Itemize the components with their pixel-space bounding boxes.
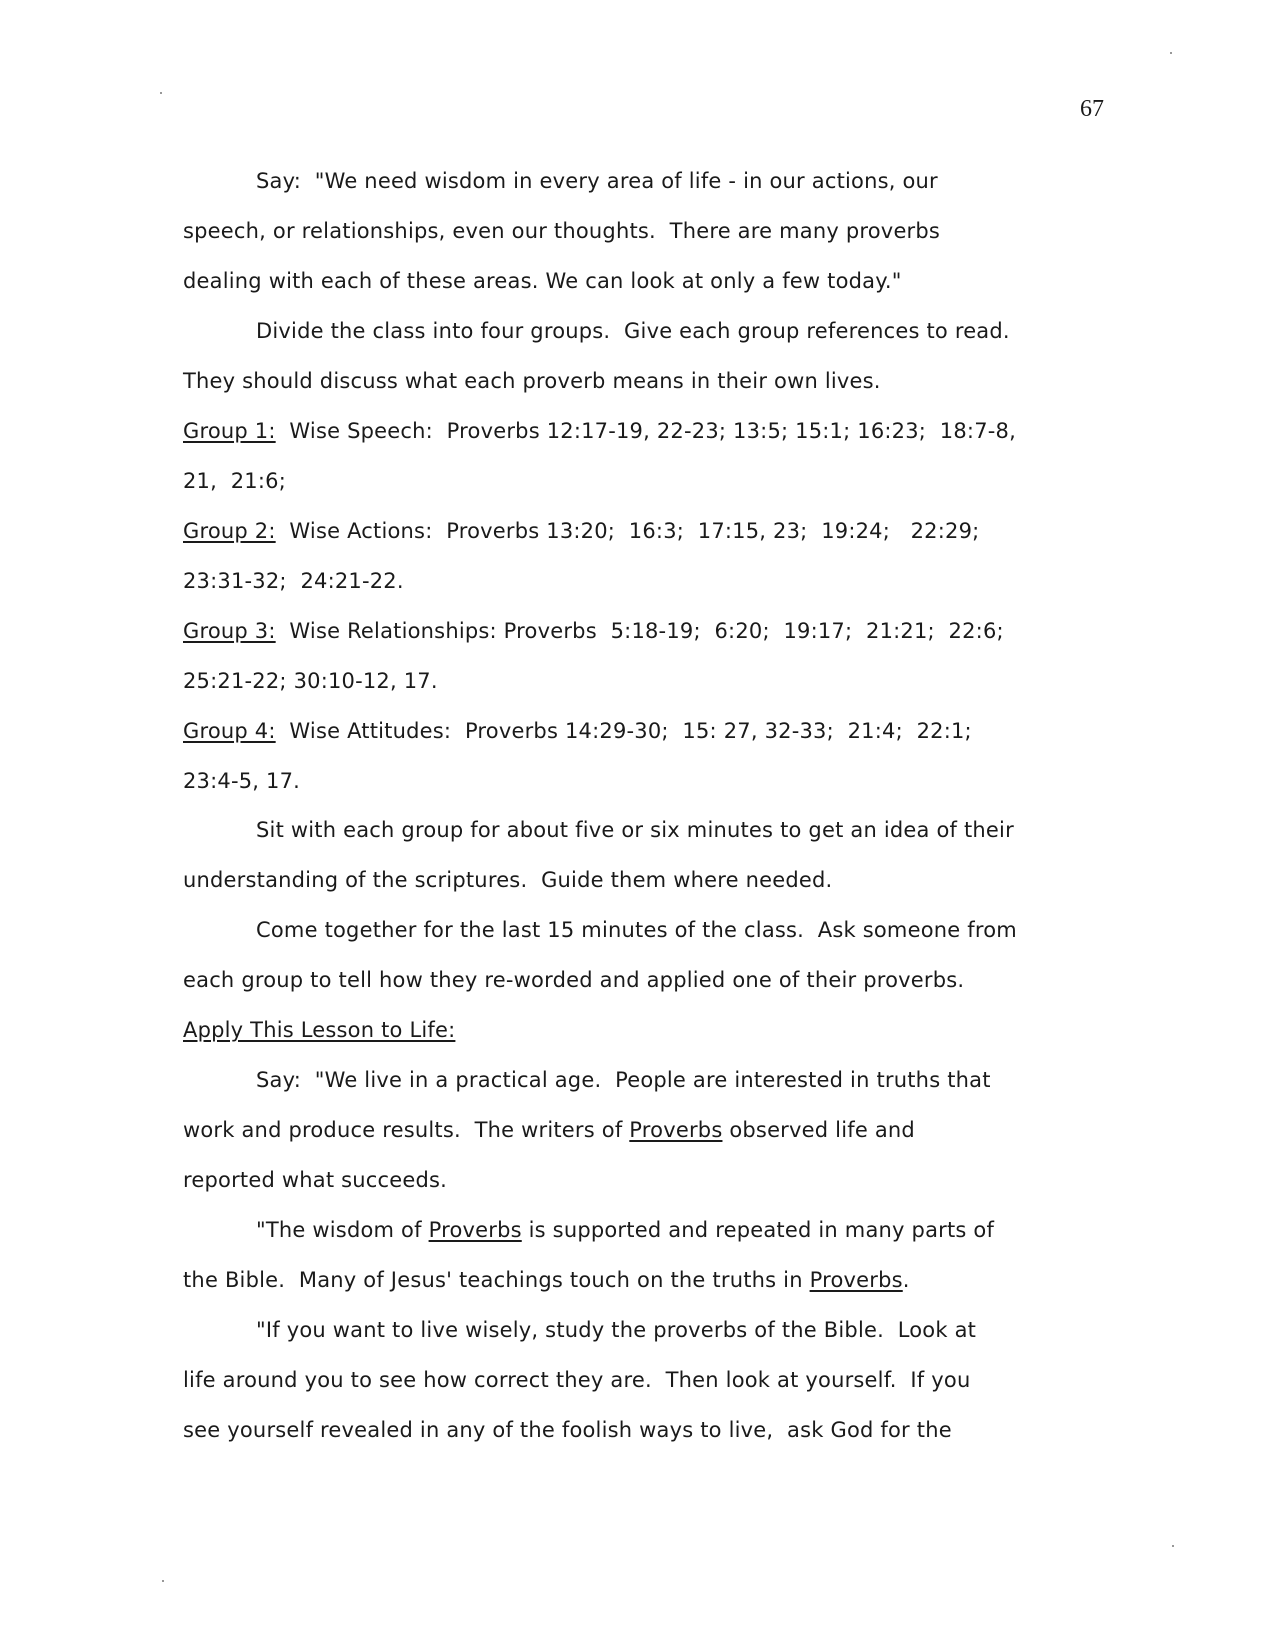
text-line [183,468,286,494]
text-segment: Wise Speech: Proverbs 12:17-19, 22-23; 13:5; 15:1; 16:23; 18:7-8, [275,418,1016,443]
text-segment: reported what succeeds. [183,1168,448,1193]
scan-speck [160,92,162,94]
text-segment: 23:31-32; 24:21-22. [183,568,404,593]
text-segment: "If you want to live wisely, study the proverbs of the Bible. Look at [256,1318,977,1343]
underlined-text: Proverbs [809,1268,903,1293]
text-line [256,817,1014,843]
text-segment: "The wisdom of [256,1218,429,1243]
text-segment: 21, 21:6; [183,468,286,493]
text-line [183,368,881,394]
text-segment: Wise Relationships: Proverbs 5:18-19; 6:20; 19:17; 21:21; 22:6; [275,618,1004,643]
text-segment: Divide the class into four groups. Give each group references to read. [256,318,1010,343]
text-line [183,718,972,744]
text-line [183,1117,915,1143]
scan-speck [1170,52,1172,54]
text-line [256,318,1010,344]
scan-speck [162,1580,164,1582]
text-segment: . [902,1268,910,1293]
text-line [183,668,438,694]
underlined-text: Group 3: [183,618,276,643]
text-segment: Wise Actions: Proverbs 13:20; 16:3; 17:15, 23; 19:24; 22:29; [275,518,980,543]
underlined-text: Group 1: [183,418,276,443]
text-segment: work and produce results. The writers of [183,1118,630,1143]
page-number: 67 [1080,96,1104,122]
underlined-text: Apply This Lesson to Life: [183,1018,456,1043]
text-segment: Come together for the last 15 minutes of the class. Ask someone from [256,918,1017,943]
text-line [183,1167,447,1193]
text-segment: Wise Attitudes: Proverbs 14:29-30; 15: 27, 32-33; 21:4; 22:1; [275,718,972,743]
text-line [183,967,964,993]
text-line [183,218,940,244]
text-segment: see yourself revealed in any of the foolish ways to live, ask God for the [183,1418,952,1442]
text-line [183,1267,910,1293]
text-line [256,1067,991,1093]
text-line [183,268,902,294]
text-line [256,1217,994,1243]
text-segment: They should discuss what each proverb means in their own lives. [183,368,881,393]
text-line [183,1367,970,1393]
text-line [183,1417,952,1443]
text-line [183,867,832,893]
text-line [183,618,1004,644]
text-line [183,418,1016,444]
text-segment: is supported and repeated in many parts of [521,1218,995,1243]
text-segment: the Bible. Many of Jesus' teachings touch on the truths in [183,1268,810,1293]
underlined-text: Proverbs [629,1118,723,1143]
underlined-text: Group 2: [183,518,276,543]
text-line [256,168,938,194]
text-segment: each group to tell how they re-worded and applied one of their proverbs. [183,968,965,993]
text-segment: observed life and [722,1118,915,1143]
text-line [256,917,1017,943]
text-segment: 23:4-5, 17. [183,768,301,793]
text-line [183,768,300,794]
text-segment: Say: "We need wisdom in every area of life - in our actions, our [256,169,938,193]
text-line [183,518,979,544]
text-segment: understanding of the scriptures. Guide them where needed. [183,868,833,893]
text-segment: Sit with each group for about five or six minutes to get an idea of their [256,818,1014,843]
text-line [183,1017,455,1043]
underlined-text: Proverbs [428,1218,522,1243]
text-segment: life around you to see how correct they are. Then look at yourself. If you [183,1368,971,1393]
scan-speck [1172,1545,1174,1547]
underlined-text: Group 4: [183,718,276,743]
text-segment: 25:21-22; 30:10-12, 17. [183,668,438,693]
text-line [256,1317,976,1343]
text-segment: Say: "We live in a practical age. People are interested in truths that [256,1068,991,1093]
text-segment: speech, or relationships, even our thoughts. There are many proverbs [183,218,941,243]
text-line [183,568,404,594]
text-segment: dealing with each of these areas. We can look at only a few today." [183,268,902,293]
